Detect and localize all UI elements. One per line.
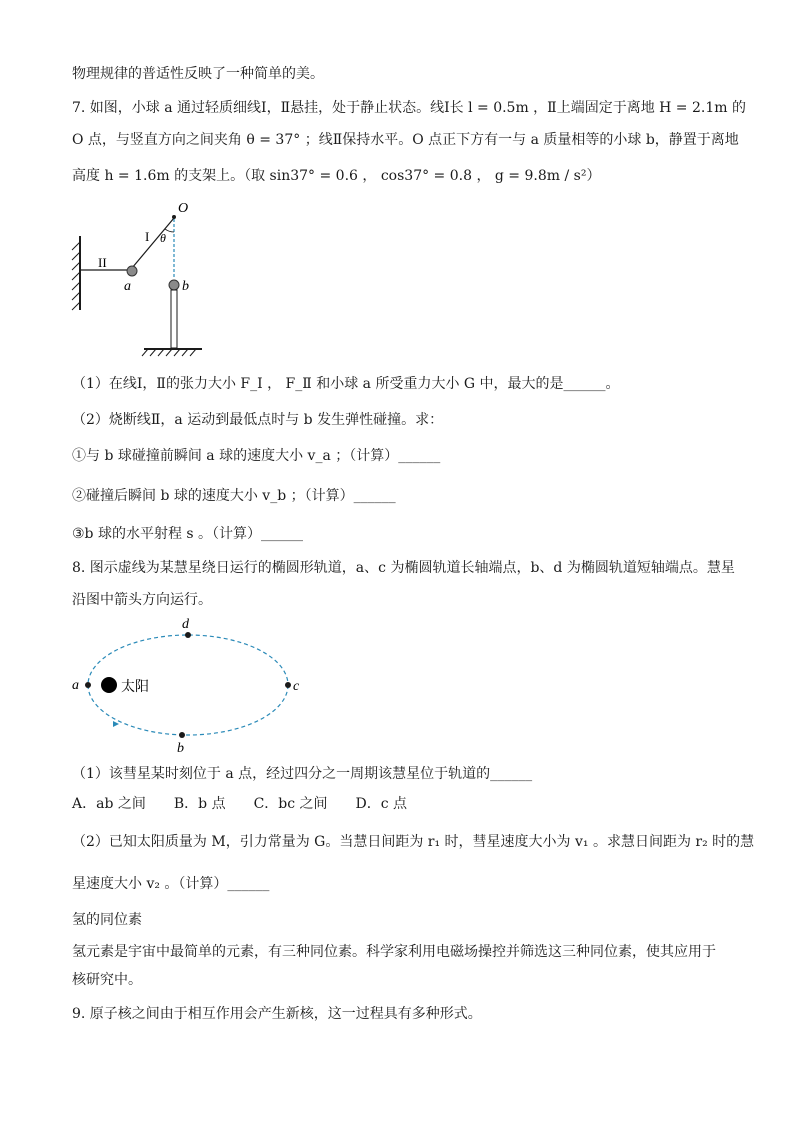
q8-orbit-figure (64, 614, 314, 754)
point-b (179, 732, 185, 738)
wall-hatch (72, 242, 80, 310)
sun-dot (101, 677, 117, 693)
q8-choices: A．ab 之间 B．b 点 C．bc 之间 D．c 点 (72, 796, 408, 812)
point-a (85, 682, 91, 688)
ground-hatch (142, 349, 196, 356)
label-o: O (178, 201, 189, 216)
label-a: a (72, 678, 79, 693)
stand-post (171, 290, 177, 348)
label-sun: 太阳 (121, 680, 149, 695)
direction-arrow (113, 721, 119, 727)
q7-part2-sub2: ②碰撞后瞬间 b 球的速度大小 v_b ；（计算）______ (72, 488, 396, 504)
q9-stem-line1: 9. 原子核之间由于相互作用会产生新核，这一过程具有多种形式。 (72, 1006, 482, 1022)
label-i: I (145, 229, 150, 244)
q7-pendulum-figure (66, 198, 216, 358)
label-d: d (182, 617, 189, 632)
label-b: b (182, 279, 189, 294)
q7-stem-line3: 高度 h = 1.6m 的支架上。（取 sin37° = 0.6 ， cos37° = 0.8 ， g = 9.8m / s²） (72, 168, 601, 184)
point-d (185, 632, 191, 638)
section-para-line1: 氢元素是宇宙中最简单的元素，有三种同位素。科学家利用电磁场操控并筛选这三种同位素，使其应用于 (72, 944, 716, 960)
point-o (172, 215, 176, 219)
label-ii: II (98, 255, 107, 270)
q8-part1: （1）该彗星某时刻位于 a 点，经过四分之一周期该慧星位于轨道的______ (72, 766, 533, 782)
ball-b (169, 280, 179, 290)
label-theta: θ (160, 231, 166, 245)
q7-part1: （1）在线Ⅰ，Ⅱ的张力大小 F_Ⅰ ， F_Ⅱ 和小球 a 所受重力大小 G 中，最大的是______。 (72, 376, 620, 392)
point-c (285, 682, 291, 688)
label-c: c (293, 679, 300, 694)
q8-part2-line2: 星速度大小 v₂ 。（计算）______ (72, 876, 270, 892)
ball-a (127, 266, 137, 276)
label-b: b (177, 741, 184, 754)
label-a: a (124, 279, 131, 294)
orbit-ellipse (88, 635, 288, 735)
q8-part2-line1: （2）已知太阳质量为 M，引力常量为 G。当慧日间距为 r₁ 时，彗星速度大小为 v₁ 。求慧日间距为 r₂ 时的慧 (72, 834, 755, 850)
q7-stem-line1: 7. 如图，小球 a 通过轻质细线Ⅰ，Ⅱ悬挂，处于静止状态。线Ⅰ长 l = 0.5m ，Ⅱ上端固定于离地 H = 2.1m 的 (72, 100, 746, 116)
q8-stem-line2: 沿图中箭头方向运行。 (72, 592, 212, 608)
q7-part2: （2）烧断线Ⅱ，a 运动到最低点时与 b 发生弹性碰撞。求： (72, 412, 444, 428)
section-title: 氢的同位素 (72, 912, 142, 928)
q7-part2-sub1: ①与 b 球碰撞前瞬间 a 球的速度大小 v_a ；（计算）______ (72, 448, 441, 464)
string-i (132, 218, 174, 268)
q8-stem-line1: 8. 图示虚线为某慧星绕日运行的椭圆形轨道，a、c 为椭圆轨道长轴端点，b、d 为椭圆轨道短轴端点。慧星 (72, 560, 735, 576)
q7-stem-line2: O 点，与竖直方向之间夹角 θ = 37° ；线Ⅱ保持水平。O 点正下方有一与 a 质量相等的小球 b，静置于离地 (72, 132, 739, 148)
intro-text: 物理规律的普适性反映了一种简单的美。 (72, 66, 324, 82)
q7-part2-sub3: ③b 球的水平射程 s 。（计算）______ (72, 526, 304, 542)
section-para-line2: 核研究中。 (72, 972, 142, 988)
theta-arc (165, 229, 174, 232)
